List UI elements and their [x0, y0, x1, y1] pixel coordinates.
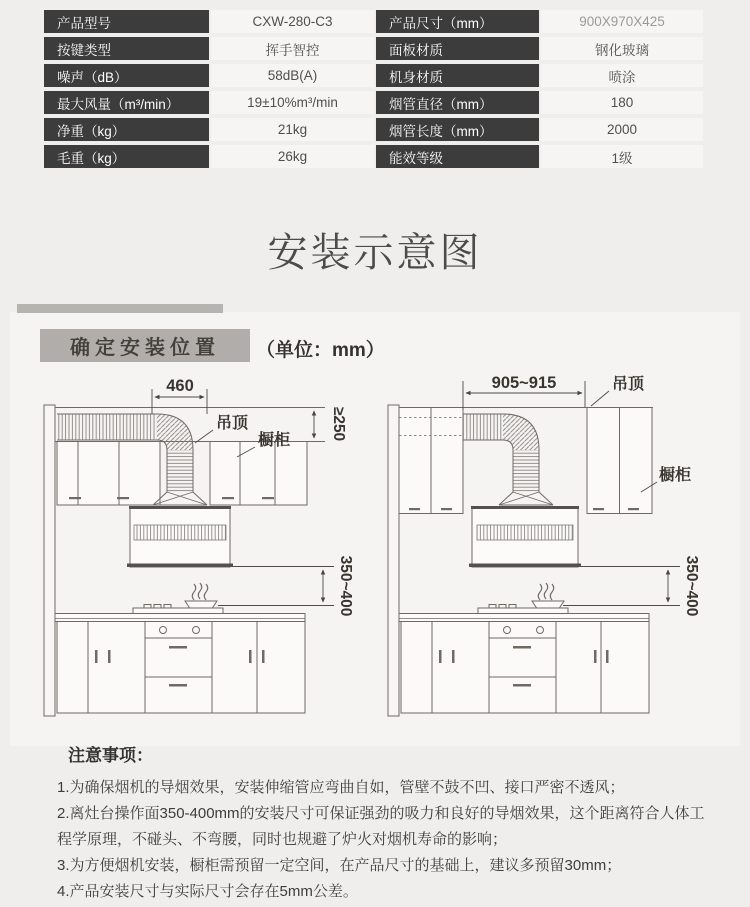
spec-label: 机身材质 [376, 64, 539, 87]
note-item: 3.为方便烟机安装，橱柜需预留一定空间，在产品尺寸的基础上，建议多预留30mm； [57, 857, 622, 874]
spec-row [44, 10, 704, 33]
notes-title: 注意事项： [68, 746, 153, 765]
wall [388, 405, 399, 716]
right-installation-drawing [388, 374, 700, 716]
spec-value: 58dB(A) [211, 64, 374, 87]
dim-460: 460 [166, 377, 194, 395]
dim-905-915: 905~915 [491, 374, 557, 392]
spec-value: CXW-280-C3 [211, 10, 374, 33]
cabinet-label: 橱柜 [258, 432, 291, 449]
wall [44, 405, 55, 716]
spec-value: 喷涂 [541, 64, 703, 87]
position-section-header: 确定安装位置 [40, 329, 250, 362]
spec-label: 烟管长度（mm） [376, 118, 539, 141]
spec-row [44, 118, 704, 141]
ceiling-label: 吊顶 [216, 415, 249, 432]
spec-label: 产品尺寸（mm） [376, 10, 539, 33]
spec-row [44, 145, 704, 168]
note-item: 2.离灶台操作面350-400mm的安装尺寸可保证强劲的吸力和良好的导烟效果，这个距离符合人体工程学原理，不碰头、不弯腰，同时也规避了炉火对烟机寿命的影响； [57, 805, 705, 848]
spec-label: 最大风量（m³/min） [44, 91, 209, 114]
note-item: 1.为确保烟机的导烟效果，安装伸缩管应弯曲自如，管壁不鼓不凹、接口严密不透风； [57, 779, 625, 796]
spec-value: 1级 [541, 145, 703, 168]
cabinet-label: 橱柜 [659, 467, 692, 484]
spec-label: 面板材质 [376, 37, 539, 60]
range-hood [469, 506, 581, 567]
spec-value: 2000 [541, 118, 703, 141]
dim-350-400: 350~400 [337, 555, 354, 617]
dim-ge250: ≥250 [330, 406, 347, 442]
page-title: 安装示意图 [267, 231, 483, 275]
spec-value: 19±10%m³/min [211, 91, 374, 114]
spec-row [44, 91, 704, 114]
notes-section [57, 741, 719, 905]
spec-value: 900X970X425 [541, 10, 703, 33]
left-installation-drawing [44, 377, 354, 716]
spec-label: 能效等级 [376, 145, 539, 168]
note-item: 4.产品安装尺寸与实际尺寸会存在5mm公差。 [57, 883, 358, 900]
dim-350-400: 350~400 [683, 555, 700, 617]
spec-label: 产品型号 [44, 10, 209, 33]
spec-value: 钢化玻璃 [541, 37, 703, 60]
spec-label: 净重（kg） [44, 118, 209, 141]
cooktop-and-base-cabinet [399, 583, 649, 713]
spec-label: 按键类型 [44, 37, 209, 60]
spec-label: 烟管直径（mm） [376, 91, 539, 114]
unit-label: （单位：mm） [256, 340, 385, 361]
installation-diagram [10, 370, 740, 746]
spec-label: 噪声（dB） [44, 64, 209, 87]
spec-value: 180 [541, 91, 703, 114]
exhaust-duct [463, 414, 553, 505]
spec-table [44, 10, 704, 172]
cooktop-and-base-cabinet [55, 583, 305, 713]
ceiling-label: 吊顶 [612, 376, 645, 393]
spec-value: 挥手智控 [211, 37, 374, 60]
spec-value: 21kg [211, 118, 374, 141]
spec-label: 毛重（kg） [44, 145, 209, 168]
spec-row [44, 37, 704, 60]
spec-value: 26kg [211, 145, 374, 168]
spec-row [44, 64, 704, 87]
range-hood [127, 506, 233, 567]
decorative-strip [17, 304, 223, 313]
